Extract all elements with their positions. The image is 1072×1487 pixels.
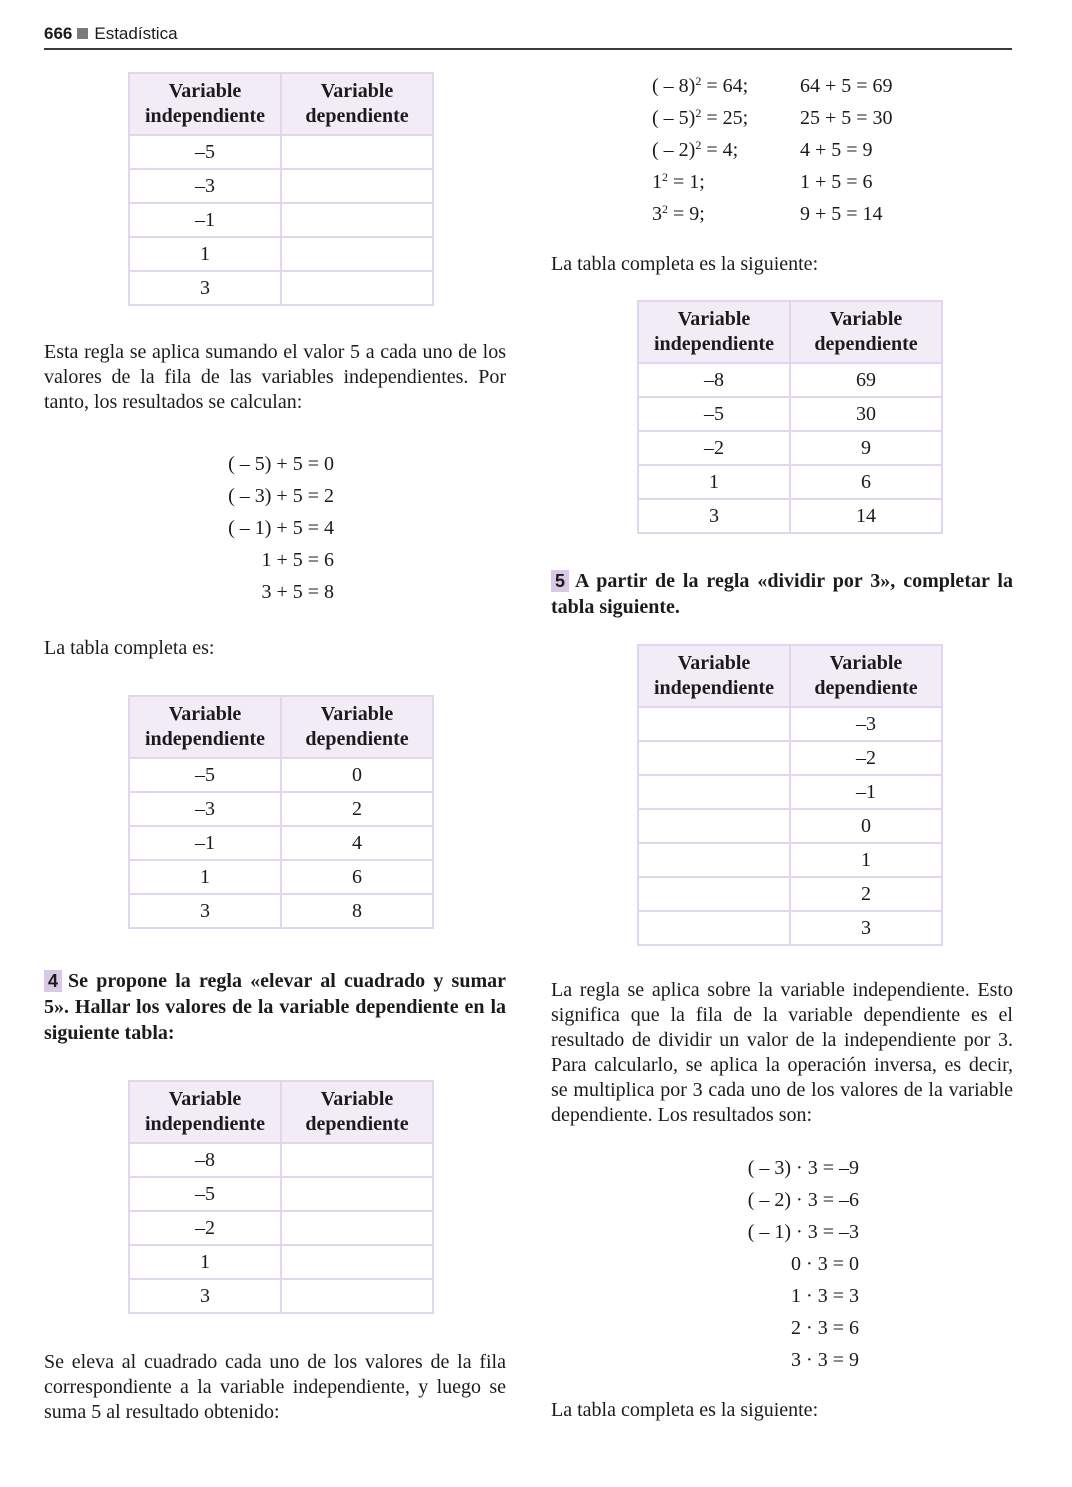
dependent-cell: –3 [790,707,942,741]
column-header-independent [129,73,281,135]
page-number: 666 [44,24,73,43]
independent-cell: –5 [129,1177,281,1211]
table-row [638,465,942,499]
equation-line: 3 + 5 = 8 [261,581,334,603]
header-line: dependiente [814,677,918,699]
sum-expression: 1 + 5 = 6 [800,171,873,193]
independent-cell: –8 [129,1143,281,1177]
equation-line: ( – 1) + 5 = 4 [228,517,334,539]
dependent-cell: 9 [790,431,942,465]
table-rule-divide-3 [637,644,943,946]
equation-line: 1 + 5 = 6 [261,549,334,571]
explanation-square: Se eleva al cuadrado cada uno de los valores de la fila correspondiente a la variable independiente, y luego se suma 5 al resultado obtenido: [44,1351,506,1423]
table-row [638,397,942,431]
column-header-independent [638,301,790,363]
header-line: Variable [320,1088,394,1110]
explanation-divide-3: La regla se aplica sobre la variable independiente. Esto significa que la fila de la variable dependiente es el resultado de dividir un valor de la independiente por 3. Para calcularlo, se aplica la operación inversa, es decir, se multiplica por 3 cada uno de los valores de la variable dependiente. Los resultados son: [551,979,1013,1126]
table-rule-add-5-empty [128,72,434,306]
header-line: dependiente [305,728,409,750]
table-complete-caption-2: La tabla completa es la siguiente: [551,253,819,275]
dependent-cell [281,169,433,203]
table-rule-add-5-complete [128,695,434,929]
section-title: Estadística [94,24,178,43]
square-expression [652,198,800,230]
column-header-independent [129,696,281,758]
sum-expression: 9 + 5 = 14 [800,203,883,225]
header-line: Variable [168,703,242,725]
equation-line: ( – 2) · 3 = –6 [747,1189,859,1211]
table-row [129,135,433,169]
table-row [638,363,942,397]
dependent-cell: 3 [790,911,942,945]
square-expression [652,166,800,198]
table-row [129,792,433,826]
square-result: = 9; [668,203,705,225]
independent-cell [638,775,790,809]
equation-line: 3 · 3 = 9 [791,1349,859,1371]
equation-line [652,166,893,198]
dependent-cell: 2 [281,792,433,826]
independent-cell: –8 [638,363,790,397]
exercise-5 [551,568,1013,620]
independent-cell: 1 [129,860,281,894]
table-row [638,775,942,809]
table-row [129,860,433,894]
square-base: 3 [652,203,662,225]
dependent-cell [281,1211,433,1245]
equation-line [652,134,893,166]
dependent-cell: 6 [281,860,433,894]
independent-cell [638,843,790,877]
independent-cell [638,809,790,843]
table-complete-caption-3: La tabla completa es la siguiente: [551,1399,819,1421]
equation-line [652,102,893,134]
table-row [129,203,433,237]
column-header-dependent [281,696,433,758]
independent-cell: –5 [129,758,281,792]
independent-cell: –5 [129,135,281,169]
independent-cell: –3 [129,792,281,826]
header-line: independiente [653,677,775,699]
table-row [129,1279,433,1313]
independent-cell: –2 [129,1211,281,1245]
exponent: 2 [662,202,668,216]
table-header-row [129,696,433,758]
independent-cell: 3 [129,271,281,305]
square-base: ( – 5) [652,107,696,129]
explanation-add-5: Esta regla se aplica sumando el valor 5 a cada uno de los valores de la fila de las variables independientes. Por tanto, los resultados se calculan: [44,341,506,413]
dependent-cell: 2 [790,877,942,911]
dependent-cell [281,135,433,169]
square-base: ( – 8) [652,75,696,97]
table-row [129,271,433,305]
header-line: Variable [168,80,242,102]
table-header-row [638,301,942,363]
dependent-cell [281,1245,433,1279]
sum-expression: 25 + 5 = 30 [800,107,893,129]
equation-line: ( – 3) · 3 = –9 [747,1157,859,1179]
equation-line: ( – 3) + 5 = 2 [228,485,334,507]
table-header-row [129,1081,433,1143]
table-header-row [638,645,942,707]
table-header-row [129,73,433,135]
independent-cell: 3 [129,1279,281,1313]
table-row [129,169,433,203]
header-line: Variable [320,80,394,102]
dependent-cell [281,203,433,237]
dependent-cell: 14 [790,499,942,533]
square-bullet-icon [77,28,88,39]
sum-expression: 64 + 5 = 69 [800,75,893,97]
dependent-cell: 8 [281,894,433,928]
column-header-independent [638,645,790,707]
exponent: 2 [695,138,702,152]
table-row [638,843,942,877]
dependent-cell [281,237,433,271]
table-row [129,758,433,792]
exponent: 2 [695,74,702,88]
table-row [129,826,433,860]
table-row [129,1143,433,1177]
dependent-cell: 1 [790,843,942,877]
column-header-dependent [281,73,433,135]
dependent-cell: 30 [790,397,942,431]
dependent-cell: 69 [790,363,942,397]
independent-cell: –2 [638,431,790,465]
table-row [129,1177,433,1211]
column-header-dependent [790,645,942,707]
independent-cell: 3 [129,894,281,928]
square-result: = 25; [701,107,749,129]
independent-cell [638,911,790,945]
equations-add-5 [209,448,334,608]
header-line: independiente [144,728,266,750]
table-row [638,431,942,465]
dependent-cell [281,1143,433,1177]
independent-cell: 3 [638,499,790,533]
independent-cell [638,741,790,775]
header-line: dependiente [305,1113,409,1135]
square-result: = 1; [668,171,705,193]
dependent-cell: 0 [281,758,433,792]
table-row [638,707,942,741]
table-rule-square-complete [637,300,943,534]
table-complete-caption: La tabla completa es: [44,637,215,659]
equation-line [652,70,893,102]
independent-cell: 1 [129,1245,281,1279]
dependent-cell [281,1279,433,1313]
exercise-number: 4 [44,970,62,992]
equation-line [652,198,893,230]
independent-cell [638,877,790,911]
dependent-cell: 4 [281,826,433,860]
header-line: Variable [168,1088,242,1110]
square-expression [652,70,800,102]
table-row [638,911,942,945]
independent-cell: 1 [638,465,790,499]
square-expression [652,134,800,166]
page-header [44,24,1012,50]
header-line: dependiente [305,105,409,127]
square-base: ( – 2) [652,139,696,161]
equation-line: ( – 1) · 3 = –3 [747,1221,859,1243]
exercise-4 [44,968,506,1046]
square-result: = 64; [701,75,749,97]
equation-line: 1 · 3 = 3 [791,1285,859,1307]
equation-line: 2 · 3 = 6 [791,1317,859,1339]
table-row [638,499,942,533]
square-result: = 4; [701,139,739,161]
dependent-cell: 6 [790,465,942,499]
header-line: independiente [653,333,775,355]
exercise-number: 5 [551,570,569,592]
header-line: Variable [320,703,394,725]
independent-cell: –1 [129,203,281,237]
independent-cell: 1 [129,237,281,271]
table-row [129,1245,433,1279]
independent-cell [638,707,790,741]
header-line: Variable [829,652,903,674]
independent-cell: –1 [129,826,281,860]
exponent: 2 [695,106,702,120]
table-row [129,237,433,271]
dependent-cell [281,271,433,305]
exercise-4-text: Se propone la regla «elevar al cuadrado y sumar 5». Hallar los valores de la variable dependiente en la siguiente tabla: [44,970,506,1044]
column-header-dependent [281,1081,433,1143]
dependent-cell: –2 [790,741,942,775]
square-equations [652,70,893,230]
header-line: Variable [829,308,903,330]
square-expression [652,102,800,134]
equation-line: 0 · 3 = 0 [791,1253,859,1275]
table-row [129,894,433,928]
header-line: Variable [677,308,751,330]
dependent-cell: 0 [790,809,942,843]
independent-cell: –5 [638,397,790,431]
equations-multiply-3 [711,1152,859,1376]
sum-expression: 4 + 5 = 9 [800,139,873,161]
header-line: independiente [144,1113,266,1135]
table-row [638,741,942,775]
dependent-cell [281,1177,433,1211]
table-rule-square-empty [128,1080,434,1314]
dependent-cell: –1 [790,775,942,809]
header-line: dependiente [814,333,918,355]
header-line: independiente [144,105,266,127]
table-row [638,809,942,843]
column-header-dependent [790,301,942,363]
table-row [638,877,942,911]
header-line: Variable [677,652,751,674]
column-header-independent [129,1081,281,1143]
equation-line: ( – 5) + 5 = 0 [228,453,334,475]
exercise-5-text: A partir de la regla «dividir por 3», completar la tabla siguiente. [551,570,1013,618]
table-row [129,1211,433,1245]
independent-cell: –3 [129,169,281,203]
exponent: 2 [662,170,668,184]
square-base: 1 [652,171,662,193]
